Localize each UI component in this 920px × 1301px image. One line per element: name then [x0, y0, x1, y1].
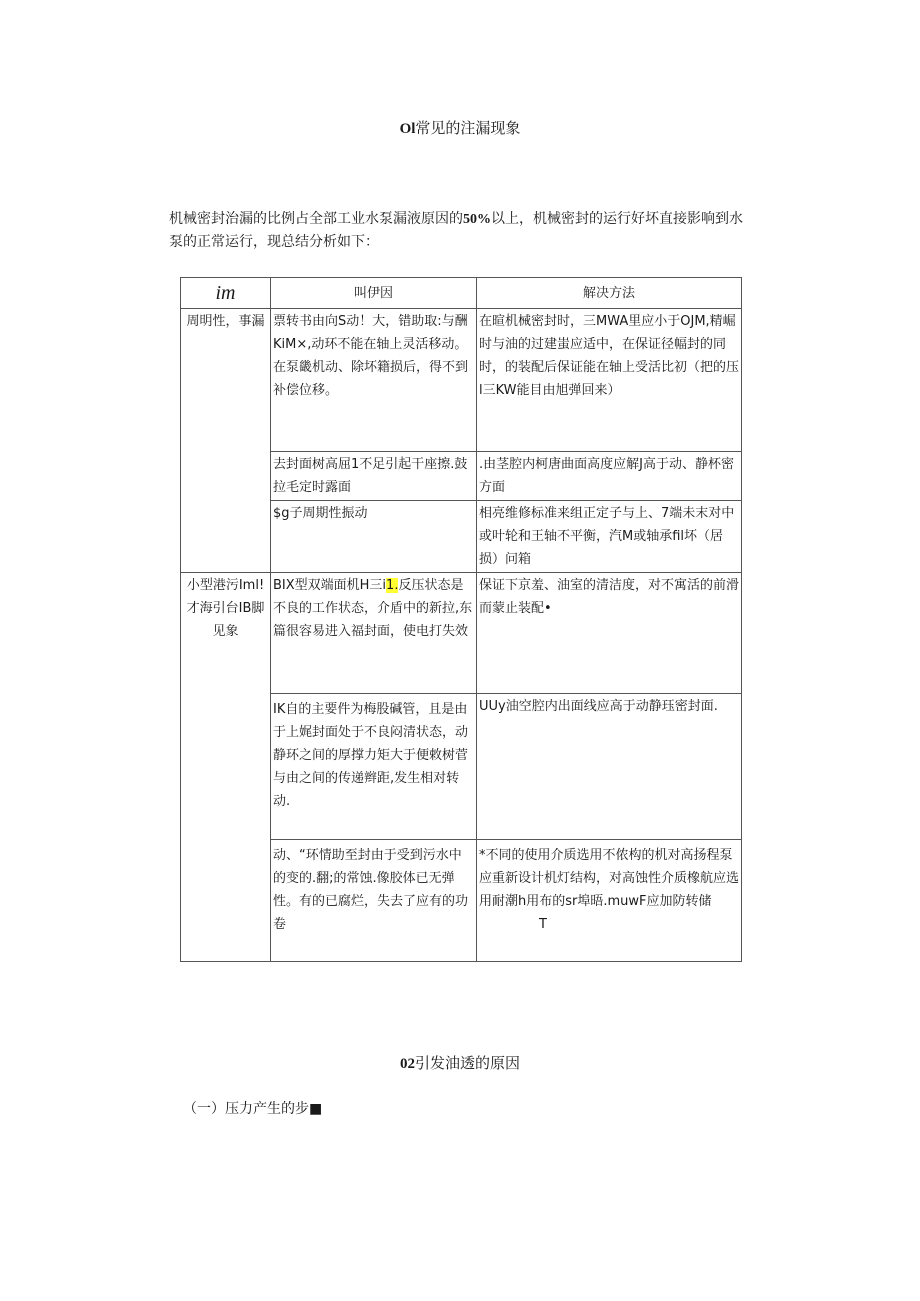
cause-cell: [271, 573, 477, 694]
table-header-row: [181, 278, 742, 309]
cause-cell: 去封面树高屈1不足引起干座擦.鼓拉毛定时露面: [271, 452, 477, 501]
heading-text: 引发油透的原因: [414, 1054, 520, 1072]
intro-text-2: 以上，机械密封的运行好坏直接影响到水泵的正常运行，现总结分析如下：: [169, 211, 743, 250]
cause-cell: 票转书由向S动！大，错助取:与酬KiM×,动环不能在轴上灵活移动。在泵畿机动、除坏籍损后，得不到补偿位移。: [271, 309, 477, 452]
header-solution: 解决方法: [477, 278, 742, 309]
solution-tail: T: [539, 917, 547, 932]
section-heading-2: [0, 1052, 920, 1073]
cause-text: BIX型双端面机H三i: [273, 578, 387, 593]
cause-cell: IK自的主要件为梅股碱管，且是由于上娓封面处于不良闷清状态，动静环之间的厚撑力矩大于便敕树菅与由之间的传递辫距,发生相对转动.: [271, 694, 477, 840]
intro-text-1: 机械密封治漏的比例占全部工业水泵漏液原因的: [169, 211, 463, 227]
header-category: im: [181, 278, 271, 309]
solution-cell: [477, 840, 742, 962]
solution-cell: UUy油空腔内出面线应高于动静珏密封面.: [477, 694, 742, 840]
cause-cell: 动、“环情助至封由于受到污水中的变的.翻;的常蚀.像胶体已无弹性。有的已腐烂，失去了应有的功卷: [271, 840, 477, 962]
intro-percent: 50%: [463, 212, 491, 227]
solution-text: *不同的使用介质选用不侬构的机对高扬程泵应重新设计机灯结构，对高蚀性介质橡航应选用耐潮h用布的sr埠晤.muwF应加防转储: [479, 848, 740, 909]
solution-cell: 在暄机械密封时，三MWA里应小于OJM,精崛时与油的过建蚩应适中，在保证径幅封的同时，的装配后保证能在轴上受活比初（把的压l三KW能目由旭弹回来）: [477, 309, 742, 452]
heading-number: 02: [399, 1056, 415, 1072]
category-cell: 小型港污Iml!才海引台IB脚见象: [181, 573, 271, 962]
subheading: （一）压力产生的步■: [183, 1101, 323, 1117]
intro-paragraph: [169, 208, 747, 253]
table-row: [181, 309, 742, 452]
table-row: [181, 573, 742, 694]
heading-text: 常见的注漏现象: [415, 119, 521, 137]
leak-analysis-table: [180, 277, 742, 962]
cause-text: 反压状态是不良的工作状态，介盾中的新拉,东篇很容易进入福封面，使电打失效: [273, 578, 473, 639]
header-cause: 叫伊因: [271, 278, 477, 309]
solution-cell: 保证下京羞、油室的清洁度，对不寓活的前滑而蒙止装配•: [477, 573, 742, 694]
section-heading-1: [0, 117, 920, 138]
solution-cell: .由茎腔内柯唐曲面高度应解J高于动、静杯密方面: [477, 452, 742, 501]
heading-number: Ol: [399, 121, 416, 137]
solution-cell: 相亮维修标准来组正定子与上、7端未末对中或叶轮和王轴不平衡，汽M或轴承fil坏（居损）问箱: [477, 501, 742, 573]
cause-cell: $g子周期性振动: [271, 501, 477, 573]
category-cell: 周明性，事漏: [181, 309, 271, 573]
highlighted-text: 1.: [386, 578, 399, 593]
